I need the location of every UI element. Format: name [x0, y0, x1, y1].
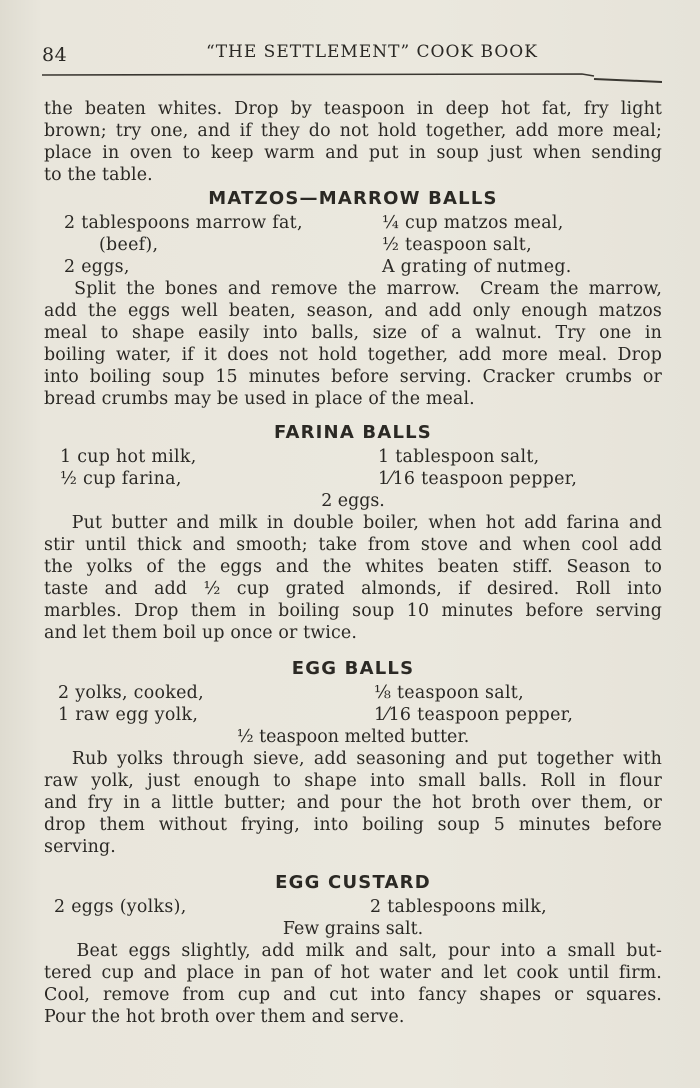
ingredient-list	[44, 896, 662, 918]
text-line: place in oven to keep warm and put in soup just when sending	[44, 143, 662, 163]
text-line: boiling water, if it does not hold together, add more meal. Drop	[44, 345, 662, 365]
recipe-matzos-marrow-balls	[44, 186, 662, 410]
ingredient: 1 tablespoon salt,	[378, 447, 540, 467]
ingredient-list	[44, 446, 662, 490]
ingredient: 1 raw egg yolk,	[58, 705, 199, 725]
recipe-title: EGG CUSTARD	[275, 872, 431, 893]
text-line: Pour the hot broth over them and serve.	[44, 1007, 405, 1027]
ingredient-centered: ½ teaspoon melted butter.	[236, 727, 470, 747]
ingredient: 1⁄16 teaspoon pepper,	[378, 469, 578, 489]
text-line: serving.	[44, 837, 116, 857]
text-line: Put butter and milk in double boiler, when hot add farina and	[44, 513, 662, 533]
ingredient: 2 tablespoons milk,	[370, 897, 547, 917]
ingredient-row	[44, 468, 662, 490]
ingredient: 2 eggs (yolks),	[54, 897, 187, 917]
ingredient-row	[44, 896, 662, 918]
ingredient-row	[44, 682, 662, 704]
recipe-farina-balls	[44, 420, 662, 644]
page-number: 84	[42, 44, 68, 66]
text-line: Split the bones and remove the marrow. Cream the marrow,	[44, 279, 662, 299]
ingredient: ½ teaspoon salt,	[382, 235, 532, 255]
text-line: meal to shape easily into balls, size of a walnut. Try one in	[44, 323, 662, 343]
running-title: “THE SETTLEMENT” COOK BOOK	[206, 42, 538, 62]
ingredient: 1⁄16 teaspoon pepper,	[374, 705, 574, 725]
ingredient-centered: 2 eggs.	[321, 491, 385, 511]
ingredient: A grating of nutmeg.	[382, 257, 572, 277]
recipe-title: FARINA BALLS	[274, 422, 432, 443]
text-line: the beaten whites. Drop by teaspoon in deep hot fat, fry light	[44, 99, 662, 119]
text-line: brown; try one, and if they do not hold together, add more meal;	[44, 121, 662, 141]
text-line: taste and add ½ cup grated almonds, if desired. Roll into	[44, 579, 662, 599]
ingredient-list	[44, 212, 662, 278]
ingredient: 2 tablespoons marrow fat,	[64, 213, 303, 233]
ingredient: 1 cup hot milk,	[60, 447, 197, 467]
ingredient-row	[44, 256, 662, 278]
text-line: Rub yolks through sieve, add seasoning and put together with	[44, 749, 662, 769]
continued-text	[44, 98, 662, 186]
recipe-method	[44, 278, 662, 410]
ingredient: ⅛ teaspoon salt,	[374, 683, 524, 703]
ingredient: 2 yolks, cooked,	[58, 683, 204, 703]
text-line: raw yolk, just enough to shape into small balls. Roll in flour	[44, 771, 662, 791]
ingredient-centered: Few grains salt.	[282, 919, 424, 939]
text-line: into boiling soup 15 minutes before serving. Cracker crumbs or	[44, 367, 662, 387]
ingredient: 2 eggs,	[64, 257, 130, 277]
recipe-egg-balls	[44, 656, 662, 858]
ingredient-row	[44, 234, 662, 256]
text-line: and fry in a little butter; and pour the hot broth over them, or	[44, 793, 662, 813]
text-line: add the eggs well beaten, season, and add only enough matzos	[44, 301, 662, 321]
ingredient-row	[44, 704, 662, 726]
text-line: to the table.	[44, 165, 153, 185]
text-line: stir until thick and smooth; take from stove and when cool add	[44, 535, 662, 555]
recipe-title: EGG BALLS	[291, 658, 415, 679]
text-line: Beat eggs slightly, add milk and salt, pour into a small but-	[44, 941, 662, 961]
recipe-method	[44, 940, 662, 1028]
recipe-method	[44, 748, 662, 858]
header-rule	[42, 72, 662, 84]
ingredient-list	[44, 682, 662, 726]
ingredient: ½ cup farina,	[60, 469, 182, 489]
ingredient-row	[44, 212, 662, 234]
ingredient-row	[44, 446, 662, 468]
ingredient: ¼ cup matzos meal,	[382, 213, 564, 233]
page-content	[44, 98, 662, 1028]
text-line: drop them without frying, into boiling soup 5 minutes before	[44, 815, 662, 835]
recipe-title: MATZOS—MARROW BALLS	[208, 188, 498, 209]
ingredient: (beef),	[64, 235, 159, 255]
text-line: Cool, remove from cup and cut into fancy shapes or squares.	[44, 985, 662, 1005]
text-line: marbles. Drop them in boiling soup 10 minutes before serving	[44, 601, 662, 621]
text-line: bread crumbs may be used in place of the meal.	[44, 389, 475, 409]
text-line: and let them boil up once or twice.	[44, 623, 357, 643]
recipe-egg-custard	[44, 870, 662, 1028]
recipe-method	[44, 512, 662, 644]
text-line: the yolks of the eggs and the whites beaten stiff. Season to	[44, 557, 662, 577]
running-head	[42, 40, 652, 66]
text-line: tered cup and place in pan of hot water and let cook until firm.	[44, 963, 662, 983]
